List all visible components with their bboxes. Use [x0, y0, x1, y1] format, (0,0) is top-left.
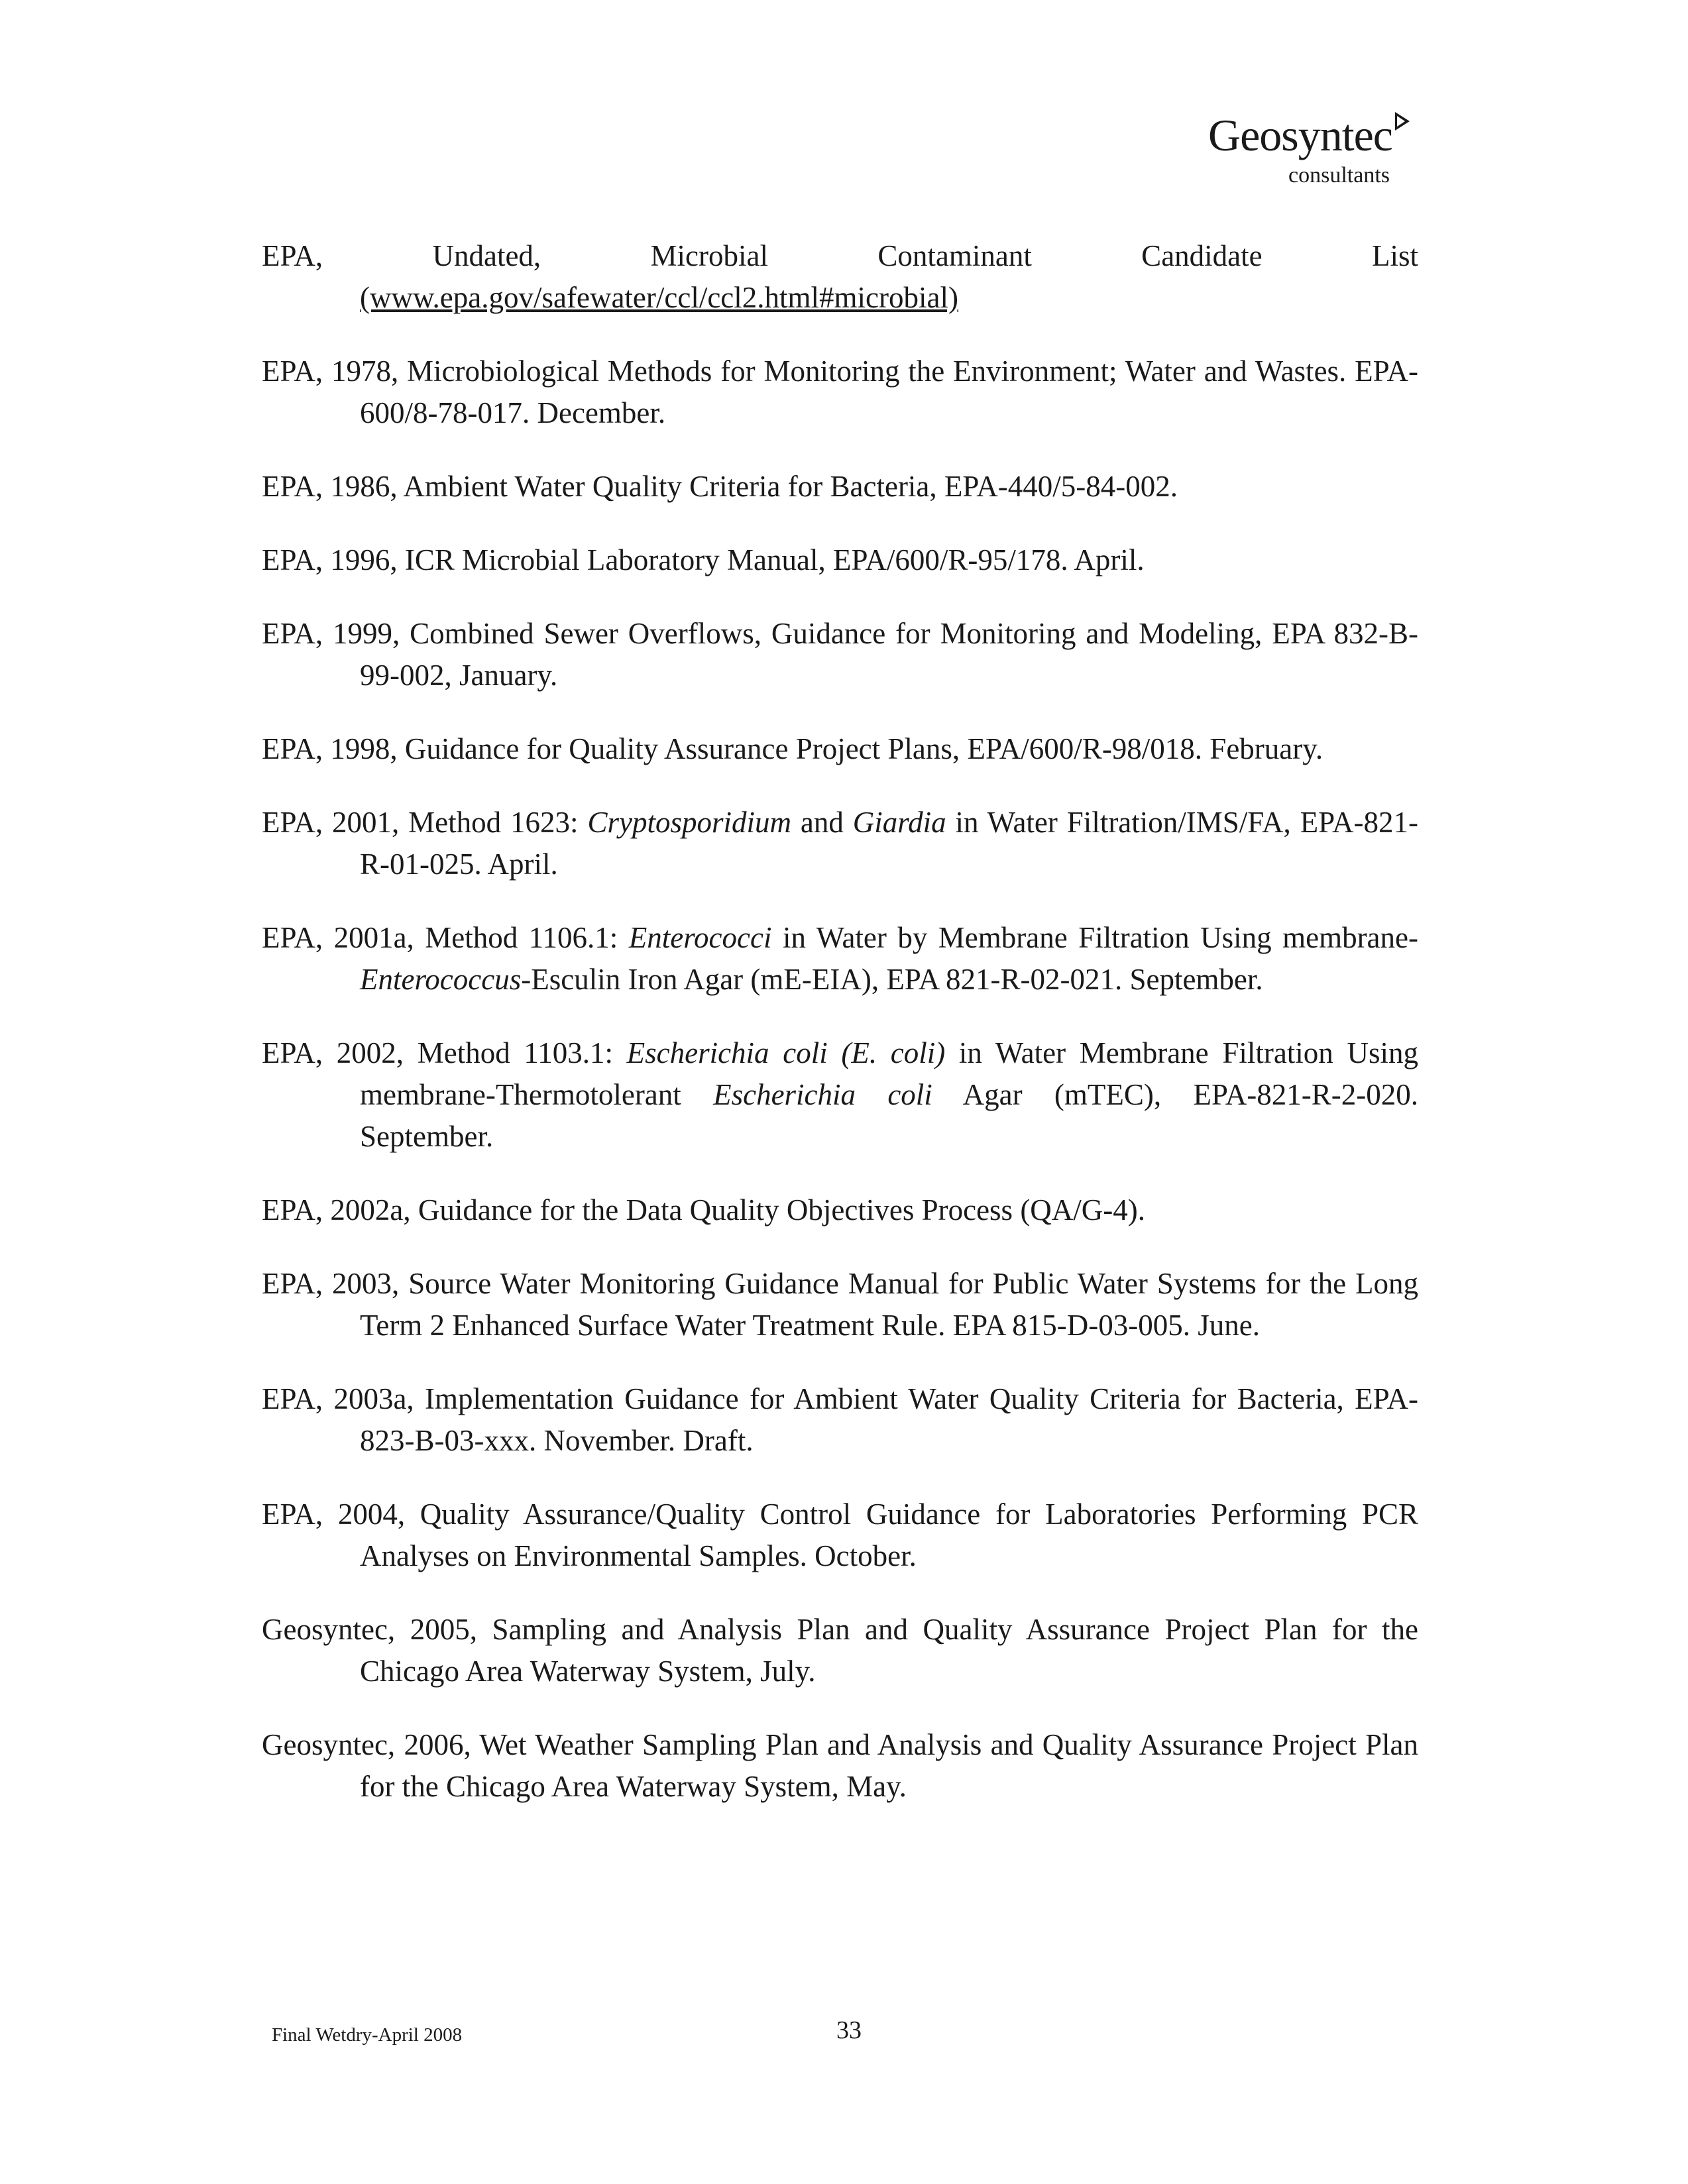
reference-item: EPA, 1996, ICR Microbial Laboratory Manual, EPA/600/R-95/178. April. — [262, 543, 1145, 576]
reference-item: EPA, Undated, Microbial Contaminant Candidate List — [262, 239, 1418, 272]
reference-url: (www.epa.gov/safewater/ccl/ccl2.html#microbial) — [360, 281, 958, 314]
logo-triangle-icon — [1395, 112, 1410, 131]
reference-item — [262, 917, 1418, 1001]
reference-item: EPA, 2003, Source Water Monitoring Guidance Manual for Public Water Systems for the Long Term 2 Enhanced Surface Water Treatment Rule. EPA 815-D-03-005. June. — [262, 1267, 1418, 1342]
reference-item: EPA, 1978, Microbiological Methods for Monitoring the Environment; Water and Wastes. EPA-600/8-78-017. December. — [262, 355, 1418, 429]
reference-item — [262, 1032, 1418, 1158]
reference-item: EPA, 2004, Quality Assurance/Quality Control Guidance for Laboratories Performing PCR Analyses on Environmental Samples. October. — [262, 1498, 1418, 1572]
reference-text: in Water by Membrane Filtration Using membrane- — [771, 921, 1418, 954]
logo-subtitle: consultants — [1288, 163, 1390, 188]
reference-list — [262, 235, 1418, 1839]
reference-italic-text: Enterococci — [628, 921, 772, 954]
reference-italic-text: Escherichia coli (E. coli) — [626, 1036, 946, 1069]
reference-item: EPA, 1999, Combined Sewer Overflows, Guidance for Monitoring and Modeling, EPA 832-B-99-002, January. — [262, 617, 1418, 692]
company-logo — [1208, 110, 1410, 188]
reference-item: EPA, 1998, Guidance for Quality Assurance Project Plans, EPA/600/R-98/018. February. — [262, 732, 1323, 765]
reference-italic-text: Enterococcus — [360, 963, 522, 996]
footer-document-label: Final Wetdry-April 2008 — [272, 2024, 463, 2046]
page-number: 33 — [836, 2016, 862, 2044]
reference-item: EPA, 2002a, Guidance for the Data Quality Objectives Process (QA/G-4). — [262, 1193, 1146, 1227]
reference-text: in Water Membrane Filtration Using membrane-Thermotolerant — [360, 1036, 1418, 1111]
reference-item: Geosyntec, 2006, Wet Weather Sampling Plan and Analysis and Quality Assurance Project Plan for the Chicago Area Waterway System, May. — [262, 1728, 1418, 1803]
reference-item: EPA, 1986, Ambient Water Quality Criteria for Bacteria, EPA-440/5-84-002. — [262, 470, 1178, 503]
reference-text: EPA, 2001a, Method 1106.1: — [262, 921, 629, 954]
reference-italic-text: Escherichia coli — [713, 1078, 932, 1111]
reference-text: EPA, 2002, Method 1103.1: — [262, 1036, 627, 1069]
reference-item: Geosyntec, 2005, Sampling and Analysis Plan and Quality Assurance Project Plan for the Chicago Area Waterway System, July. — [262, 1613, 1418, 1688]
reference-italic-text: Giardia — [852, 806, 946, 839]
reference-italic-text: Cryptosporidium — [587, 806, 791, 839]
reference-text: Agar (mTEC), EPA-821-R-2-020. September. — [360, 1078, 1418, 1153]
reference-text: -Esculin Iron Agar (mE-EIA), EPA 821-R-02-021. September. — [521, 963, 1263, 996]
reference-text: EPA, 2001, Method 1623: — [262, 806, 588, 839]
reference-text: and — [791, 806, 853, 839]
reference-text: in Water Filtration/IMS/FA, EPA-821-R-01-025. April. — [360, 806, 1418, 881]
logo-name: Geosyntec — [1208, 110, 1392, 160]
reference-item — [262, 802, 1418, 885]
reference-item: EPA, 2003a, Implementation Guidance for Ambient Water Quality Criteria for Bacteria, EPA-823-B-03-xxx. November. Draft. — [262, 1382, 1418, 1457]
